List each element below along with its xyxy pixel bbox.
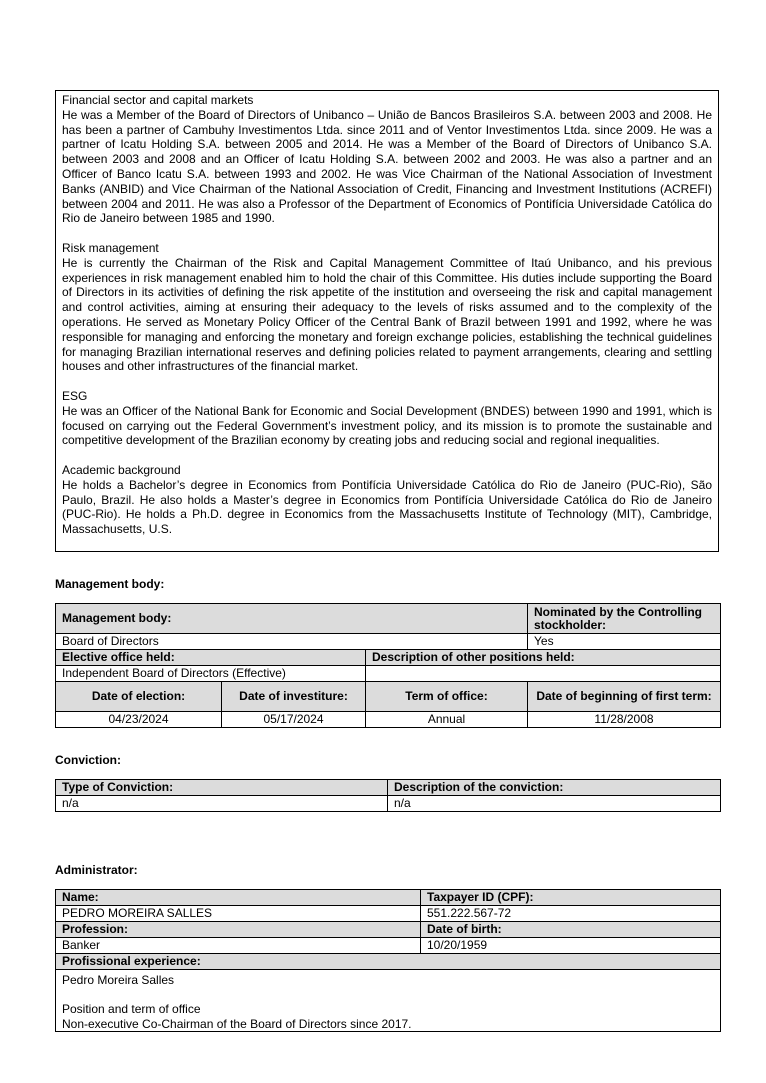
table-row: [56, 890, 721, 906]
administrator-section-title: Administrator:: [55, 863, 138, 877]
experience-line: Position and term of office: [62, 1002, 201, 1017]
bio-paragraph-risk: [62, 241, 712, 374]
table-row: [56, 780, 721, 796]
election-date-header: Date of election:: [56, 682, 222, 712]
conviction-type-value: n/a: [56, 796, 388, 812]
table-row: [56, 682, 721, 712]
cpf-header: Taxpayer ID (CPF):: [421, 890, 721, 906]
profession-value: Banker: [56, 938, 421, 954]
bio-paragraph-title: Risk management: [62, 240, 159, 255]
birth-date-header: Date of birth:: [421, 922, 721, 938]
bio-paragraph-academic: [62, 463, 712, 537]
conviction-table: [55, 779, 721, 812]
bio-paragraph-text: He is currently the Chairman of the Risk and Capital Management Committee of Itaú Unibanco, and his previous experiences in risk management enabled him to hold the chair of this Committee. His duties include supporting the Board of Directors in its activities of defining the risk appetite of the institution and overseeing the risk and capital management and control activities, aiming at ensuring their adequacy to the levels of risks assumed and to the complexity of the operations. He served as Monetary Policy Officer of the Central Bank of Brazil between 1991 and 1992, where he was responsible for managing and enforcing the monetary and foreign exchange policies, establishing the technical guidelines for managing Brazilian international reserves and defining policies related to payment arrangements, clearing and settling houses and other infrastructures of the financial market.: [62, 255, 712, 374]
conviction-description-header: Description of the conviction:: [388, 780, 721, 796]
conviction-description-value: n/a: [388, 796, 721, 812]
bio-paragraph-title: Financial sector and capital markets: [62, 93, 254, 107]
nominated-value: Yes: [528, 634, 721, 650]
table-row: [56, 634, 721, 650]
bio-paragraph-title: ESG: [62, 388, 88, 403]
table-row: [56, 604, 721, 634]
election-date-value: 04/23/2024: [56, 712, 222, 728]
term-of-office-value: Annual: [366, 712, 528, 728]
bio-paragraph-financial: [62, 93, 712, 226]
administrator-table: [55, 889, 721, 1032]
experience-header: Profissional experience:: [56, 954, 721, 970]
conviction-section-title: Conviction:: [55, 753, 121, 767]
nominated-header: Nominated by the Controlling stockholder:: [528, 604, 721, 634]
table-row: [56, 796, 721, 812]
name-value: PEDRO MOREIRA SALLES: [56, 906, 421, 922]
table-row: [56, 954, 721, 970]
birth-date-value: 10/20/1959: [421, 938, 721, 954]
term-of-office-header: Term of office:: [366, 682, 528, 712]
management-table: [55, 603, 721, 728]
bio-paragraph-text: He was an Officer of the National Bank for Economic and Social Development (BNDES) between 1990 and 1991, which is focused on carrying out the Federal Government’s investment policy, and its mission is to promote the sustainable and competitive development of the Brazilian economy by creating jobs and reducing social and regional inequalities.: [62, 403, 712, 448]
conviction-type-header: Type of Conviction:: [56, 780, 388, 796]
biography-box: [55, 90, 719, 552]
table-row: [56, 712, 721, 728]
bio-paragraph-text: He was a Member of the Board of Directors of Unibanco – União de Bancos Brasileiros S.A. between 2003 and 2008. He has been a partner of Cambuhy Investimentos Ltda. since 2011 and of Ventor Investimentos Ltda. since 2009. He was a partner of Icatu Holding S.A. between 2005 and 2014. He was a Member of the Board of Directors of Unibanco S.A. between 2003 and 2008 and an Officer of Icatu Holding S.A. between 2002 and 2003. He was also a partner and an Officer of Banco Icatu S.A. between 1993 and 2002. He was Vice Chairman of the National Association of Investment Banks (ANBID) and Vice Chairman of the National Association of Credit, Financing and Investment Institutions (ACREFI) between 2004 and 2011. He was also a Professor of the Department of Economics of Pontifícia Universidade Católica do Rio de Janeiro between 1985 and 1990.: [62, 107, 712, 226]
other-positions-value: [366, 666, 721, 682]
first-term-date-header: Date of beginning of first term:: [528, 682, 721, 712]
management-body-header: Management body:: [56, 604, 528, 634]
table-row: [56, 650, 721, 666]
investiture-date-header: Date of investiture:: [222, 682, 366, 712]
bio-paragraph-esg: [62, 389, 712, 448]
first-term-date-value: 11/28/2008: [528, 712, 721, 728]
elective-office-header: Elective office held:: [56, 650, 366, 666]
profession-header: Profession:: [56, 922, 421, 938]
table-row: [56, 906, 721, 922]
other-positions-header: Description of other positions held:: [366, 650, 721, 666]
experience-line: Pedro Moreira Salles: [62, 973, 175, 987]
table-row: [56, 938, 721, 954]
name-header: Name:: [56, 890, 421, 906]
table-row: [56, 922, 721, 938]
bio-paragraph-text: He holds a Bachelor’s degree in Economics from Pontifícia Universidade Católica do Rio de Janeiro (PUC-Rio), São Paulo, Brazil. He also holds a Master’s degree in Economics from Pontifícia Universidade Católica do Rio de Janeiro (PUC-Rio). He holds a Ph.D. degree in Economics from the Massachusetts Institute of Technology (MIT), Cambridge, Massachusetts, U.S.: [62, 477, 712, 537]
management-body-value: Board of Directors: [56, 634, 528, 650]
experience-value: [56, 970, 721, 1032]
management-section-title: Management body:: [55, 577, 165, 591]
table-row: [56, 666, 721, 682]
elective-office-value: Independent Board of Directors (Effective): [56, 666, 366, 682]
cpf-value: 551.222.567-72: [421, 906, 721, 922]
experience-line: [62, 988, 714, 1003]
investiture-date-value: 05/17/2024: [222, 712, 366, 728]
table-row: [56, 970, 721, 1032]
experience-line: Non-executive Co-Chairman of the Board of Directors since 2017.: [62, 1016, 412, 1031]
bio-paragraph-title: Academic background: [62, 462, 181, 477]
